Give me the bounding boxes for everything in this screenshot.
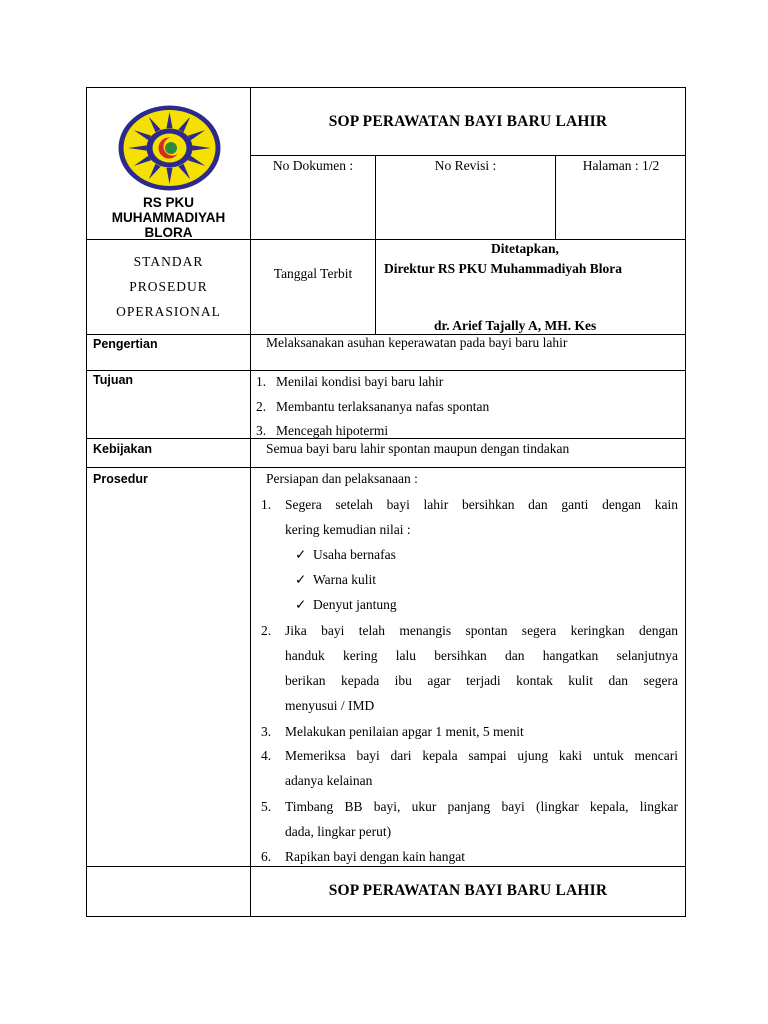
rule-title-bottom bbox=[250, 155, 686, 156]
tujuan-item-1-num: 1. bbox=[256, 374, 267, 389]
prosedur-step-2-line2: handuk kering lalu bersihkan dan hangatkan selanjutnya bbox=[285, 648, 678, 663]
prosedur-step-1-num: 1. bbox=[261, 497, 272, 512]
halaman-label: Halaman : 1/2 bbox=[582, 158, 660, 173]
hospital-name-line2: MUHAMMADIYAH bbox=[111, 210, 226, 225]
director-name: dr. Arief Tajally A, MH. Kes bbox=[434, 318, 597, 333]
tujuan-label: Tujuan bbox=[93, 373, 134, 387]
rule-col-label bbox=[250, 87, 251, 917]
tujuan-item-3-num: 3. bbox=[256, 423, 267, 438]
prosedur-label: PROSEDUR bbox=[129, 279, 208, 294]
prosedur-step-1-line2: kering kemudian nilai : bbox=[285, 522, 411, 537]
check-icon: ✓ bbox=[295, 572, 307, 587]
ditetapkan-label: Ditetapkan, bbox=[491, 241, 559, 256]
prosedur-step-6-num: 6. bbox=[261, 849, 272, 864]
prosedur-step-3-line1: Melakukan penilaian apgar 1 menit, 5 menit bbox=[285, 724, 524, 739]
prosedur-step-1-line1: Segera setelah bayi lahir bersihkan dan ganti dengan kain bbox=[285, 497, 678, 512]
check-icon: ✓ bbox=[295, 547, 307, 562]
hospital-name-line1: RS PKU bbox=[142, 195, 194, 210]
tujuan-item-1: Menilai kondisi bayi baru lahir bbox=[276, 374, 444, 389]
prosedur-step-5-line2: dada, lingkar perut) bbox=[285, 824, 392, 839]
rule-pengertian bbox=[86, 370, 686, 371]
prosedur-step-2-line4: menyusui / IMD bbox=[285, 698, 375, 713]
hospital-name-line3: BLORA bbox=[144, 225, 193, 240]
check-icon: ✓ bbox=[295, 597, 307, 612]
footer-title: SOP PERAWATAN BAYI BARU LAHIR bbox=[328, 882, 608, 899]
no-revisi-label: No Revisi : bbox=[434, 158, 497, 173]
direktur-label: Direktur RS PKU Muhammadiyah Blora bbox=[384, 261, 623, 276]
rule-col-revisi bbox=[375, 155, 376, 334]
prosedur-intro: Persiapan dan pelaksanaan : bbox=[266, 471, 418, 486]
kebijakan-text: Semua bayi baru lahir spontan maupun dengan tindakan bbox=[266, 441, 570, 456]
check-item-usaha-bernafas: Usaha bernafas bbox=[313, 547, 396, 562]
check-item-denyut-jantung: Denyut jantung bbox=[313, 597, 397, 612]
prosedur-section-label: Prosedur bbox=[93, 472, 148, 486]
check-item-warna-kulit: Warna kulit bbox=[313, 572, 377, 587]
prosedur-step-2-line3: berikan kepada ibu agar terjadi kontak kulit dan segera bbox=[285, 673, 678, 688]
prosedur-step-4-num: 4. bbox=[261, 748, 272, 763]
kebijakan-label: Kebijakan bbox=[93, 442, 153, 456]
pengertian-label: Pengertian bbox=[93, 337, 158, 351]
tujuan-item-2: Membantu terlaksananya nafas spontan bbox=[276, 399, 490, 414]
standar-label: STANDAR bbox=[133, 254, 204, 269]
tujuan-item-2-num: 2. bbox=[256, 399, 267, 414]
document-title: SOP PERAWATAN BAYI BARU LAHIR bbox=[328, 113, 608, 130]
prosedur-step-4-line1: Memeriksa bayi dari kepala sampai ujung kaki untuk mencari bbox=[285, 748, 678, 763]
tujuan-item-3: Mencegah hipotermi bbox=[276, 423, 389, 438]
prosedur-step-6-line1: Rapikan bayi dengan kain hangat bbox=[285, 849, 465, 864]
muhammadiyah-sun-emblem bbox=[117, 104, 222, 192]
hospital-logo bbox=[117, 104, 222, 192]
prosedur-step-2-num: 2. bbox=[261, 623, 272, 638]
operasional-label: OPERASIONAL bbox=[116, 304, 221, 319]
prosedur-step-3-num: 3. bbox=[261, 724, 272, 739]
prosedur-step-5-num: 5. bbox=[261, 799, 272, 814]
rule-prosedur bbox=[86, 866, 686, 867]
tanggal-terbit-label: Tanggal Terbit bbox=[273, 266, 353, 281]
prosedur-step-2-line1: Jika bayi telah menangis spontan segera keringkan dengan bbox=[285, 623, 678, 638]
prosedur-step-4-line2: adanya kelainan bbox=[285, 773, 373, 788]
rule-kebijakan bbox=[86, 467, 686, 468]
pengertian-text: Melaksanakan asuhan keperawatan pada bayi baru lahir bbox=[266, 335, 568, 350]
no-dokumen-label: No Dokumen : bbox=[272, 158, 354, 173]
prosedur-step-5-line1: Timbang BB bayi, ukur panjang bayi (lingkar kepala, lingkar bbox=[285, 799, 678, 814]
